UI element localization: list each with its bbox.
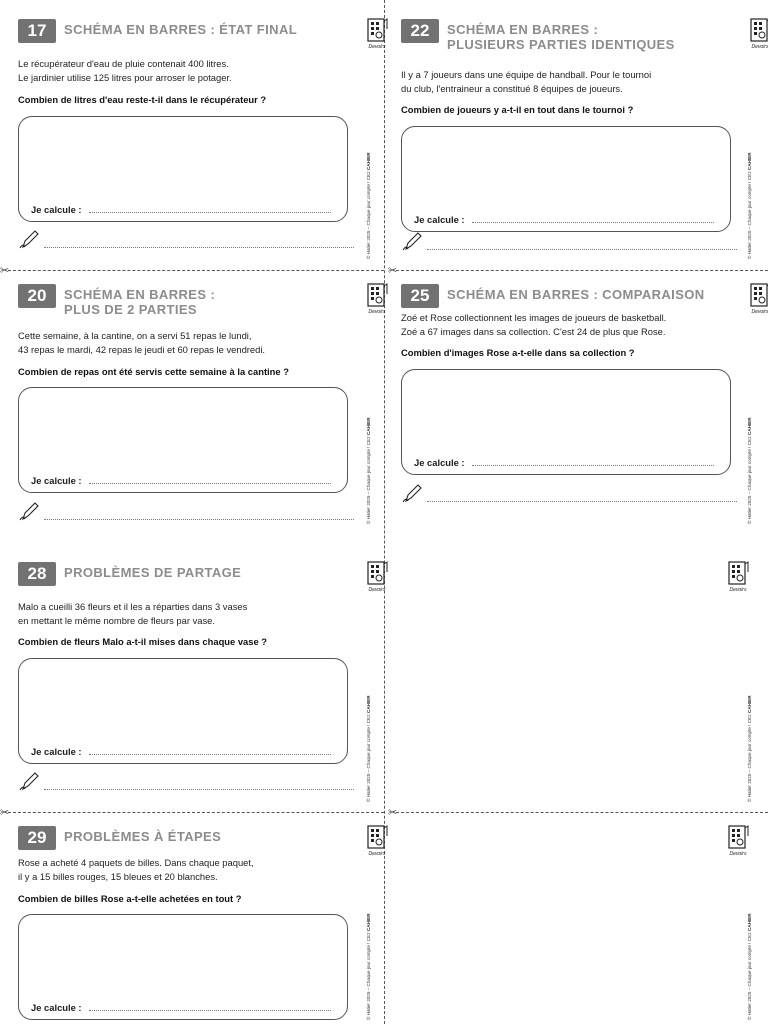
calc-line[interactable] xyxy=(89,1010,331,1011)
problem-question: Combien de fleurs Malo a-t-il mises dans chaque vase ? xyxy=(18,636,268,647)
problem-number: 28 xyxy=(18,562,56,586)
devoirs-logo-icon: Devoirs xyxy=(366,17,388,47)
answer-box[interactable] xyxy=(401,126,731,232)
problem-title: SCHÉMA EN BARRES : PLUS DE 2 PARTIES xyxy=(64,287,216,317)
calc-label: Je calcule : xyxy=(31,1002,82,1013)
problem-statement: Rose a acheté 4 paquets de billes. Dans chaque paquet, il y a 15 billes rouges, 15 bleues et 20 blanches. xyxy=(18,857,254,882)
problem-number: 29 xyxy=(18,826,56,850)
problem-card-28 xyxy=(18,562,386,807)
answer-line[interactable] xyxy=(44,247,354,248)
calc-label: Je calcule : xyxy=(31,204,82,215)
answer-row[interactable] xyxy=(18,500,354,522)
calc-label: Je calcule : xyxy=(31,475,82,486)
scissors-icon: ✂ xyxy=(388,806,398,819)
copyright-text: © Hatier 2025 – Chaque jour compte ! CE2 CAHIER xyxy=(366,152,371,259)
cut-line-right-2 xyxy=(396,812,768,813)
problem-number: 17 xyxy=(18,19,56,43)
devoirs-logo-icon: Devoirs xyxy=(366,282,388,312)
calc-label: Je calcule : xyxy=(31,746,82,757)
devoirs-logo-icon: Devoirs xyxy=(749,17,768,47)
problem-statement: Le récupérateur d'eau de pluie contenait 400 litres. Le jardinier utilise 125 litres pour arroser le potager. xyxy=(18,58,232,83)
pencil-icon xyxy=(18,770,40,792)
problem-title: PROBLÈMES À ÉTAPES xyxy=(64,829,222,844)
problem-question: Combien d'images Rose a-t-elle dans sa collection ? xyxy=(401,347,635,358)
copyright-text: © Hatier 2025 – Chaque jour compte ! CE2 CAHIER xyxy=(747,152,752,259)
problem-card-25 xyxy=(401,284,768,529)
devoirs-logo-icon: Devoirs xyxy=(366,824,388,854)
pencil-icon xyxy=(18,228,40,250)
copyright-text: © Hatier 2025 – Chaque jour compte ! CE2 CAHIER xyxy=(747,695,752,802)
answer-line[interactable] xyxy=(427,249,737,250)
answer-line[interactable] xyxy=(44,789,354,790)
problem-statement: Cette semaine, à la cantine, on a servi 51 repas le lundi, 43 repas le mardi, 42 repas le jeudi et 60 repas le vendredi. xyxy=(18,330,266,355)
answer-box[interactable] xyxy=(18,387,348,493)
problem-card-22 xyxy=(401,19,768,264)
problem-statement: Il y a 7 joueurs dans une équipe de handball. Pour le tournoi du club, l'entraineur a constitué 8 équipes de joueurs. xyxy=(401,69,652,94)
problem-statement: Zoé et Rose collectionnent les images de joueurs de basketball. Zoé a 67 images dans sa collection. C'est 24 de plus que Rose. xyxy=(401,312,667,337)
problem-title: PROBLÈMES DE PARTAGE xyxy=(64,565,242,580)
problem-statement: Malo a cueilli 36 fleurs et il les a réparties dans 3 vases en mettant le même nombre de fleurs par vase. xyxy=(18,601,248,626)
cut-line-left-2 xyxy=(8,812,384,813)
calc-line[interactable] xyxy=(89,754,331,755)
answer-line[interactable] xyxy=(44,519,354,520)
problem-card-29 xyxy=(18,826,386,1024)
pencil-icon xyxy=(401,230,423,252)
devoirs-logo-icon: Devoirs xyxy=(749,282,768,312)
calc-line[interactable] xyxy=(89,483,331,484)
answer-row[interactable] xyxy=(18,770,354,792)
problem-number: 20 xyxy=(18,284,56,308)
problem-title: SCHÉMA EN BARRES : ÉTAT FINAL xyxy=(64,22,298,37)
calc-line[interactable] xyxy=(472,465,714,466)
problem-question: Combien de litres d'eau reste-t-il dans le récupérateur ? xyxy=(18,94,267,105)
scissors-icon: ✂ xyxy=(0,264,10,277)
copyright-text: © Hatier 2025 – Chaque jour compte ! CE2 CAHIER xyxy=(747,417,752,524)
answer-row[interactable] xyxy=(401,230,737,252)
pencil-icon xyxy=(18,500,40,522)
problem-question: Combien de repas ont été servis cette semaine à la cantine ? xyxy=(18,366,289,377)
answer-row[interactable] xyxy=(18,228,354,250)
calc-label: Je calcule : xyxy=(414,457,465,468)
answer-row[interactable] xyxy=(401,482,737,504)
vertical-cut-line xyxy=(384,0,385,1024)
calc-line[interactable] xyxy=(89,212,331,213)
problem-question: Combien de billes Rose a-t-elle achetées en tout ? xyxy=(18,893,242,904)
scissors-icon: ✂ xyxy=(0,806,10,819)
answer-line[interactable] xyxy=(427,501,737,502)
devoirs-logo-icon: Devoirs xyxy=(366,560,388,590)
scissors-icon: ✂ xyxy=(388,264,398,277)
answer-box[interactable] xyxy=(18,914,348,1020)
copyright-text: © Hatier 2025 – Chaque jour compte ! CE2 CAHIER xyxy=(366,695,371,802)
answer-box[interactable] xyxy=(18,658,348,764)
problem-number: 22 xyxy=(401,19,439,43)
problem-card-17 xyxy=(18,19,386,264)
problem-number: 25 xyxy=(401,284,439,308)
pencil-icon xyxy=(401,482,423,504)
copyright-text: © Hatier 2025 – Chaque jour compte ! CE2 CAHIER xyxy=(747,913,752,1020)
cut-line-left-1 xyxy=(8,270,384,271)
problem-question: Combien de joueurs y a-t-il en tout dans le tournoi ? xyxy=(401,104,634,115)
answer-box[interactable] xyxy=(18,116,348,222)
problem-title: SCHÉMA EN BARRES : PLUSIEURS PARTIES IDENTIQUES xyxy=(447,22,675,52)
answer-box[interactable] xyxy=(401,369,731,475)
calc-line[interactable] xyxy=(472,222,714,223)
copyright-text: © Hatier 2025 – Chaque jour compte ! CE2 CAHIER xyxy=(366,913,371,1020)
devoirs-logo-icon: Devoirs xyxy=(727,560,749,590)
devoirs-logo-icon: Devoirs xyxy=(727,824,749,854)
problem-title: SCHÉMA EN BARRES : COMPARAISON xyxy=(447,287,705,302)
calc-label: Je calcule : xyxy=(414,214,465,225)
problem-card-20 xyxy=(18,284,386,529)
copyright-text: © Hatier 2025 – Chaque jour compte ! CE2 CAHIER xyxy=(366,417,371,524)
cut-line-right-1 xyxy=(396,270,768,271)
